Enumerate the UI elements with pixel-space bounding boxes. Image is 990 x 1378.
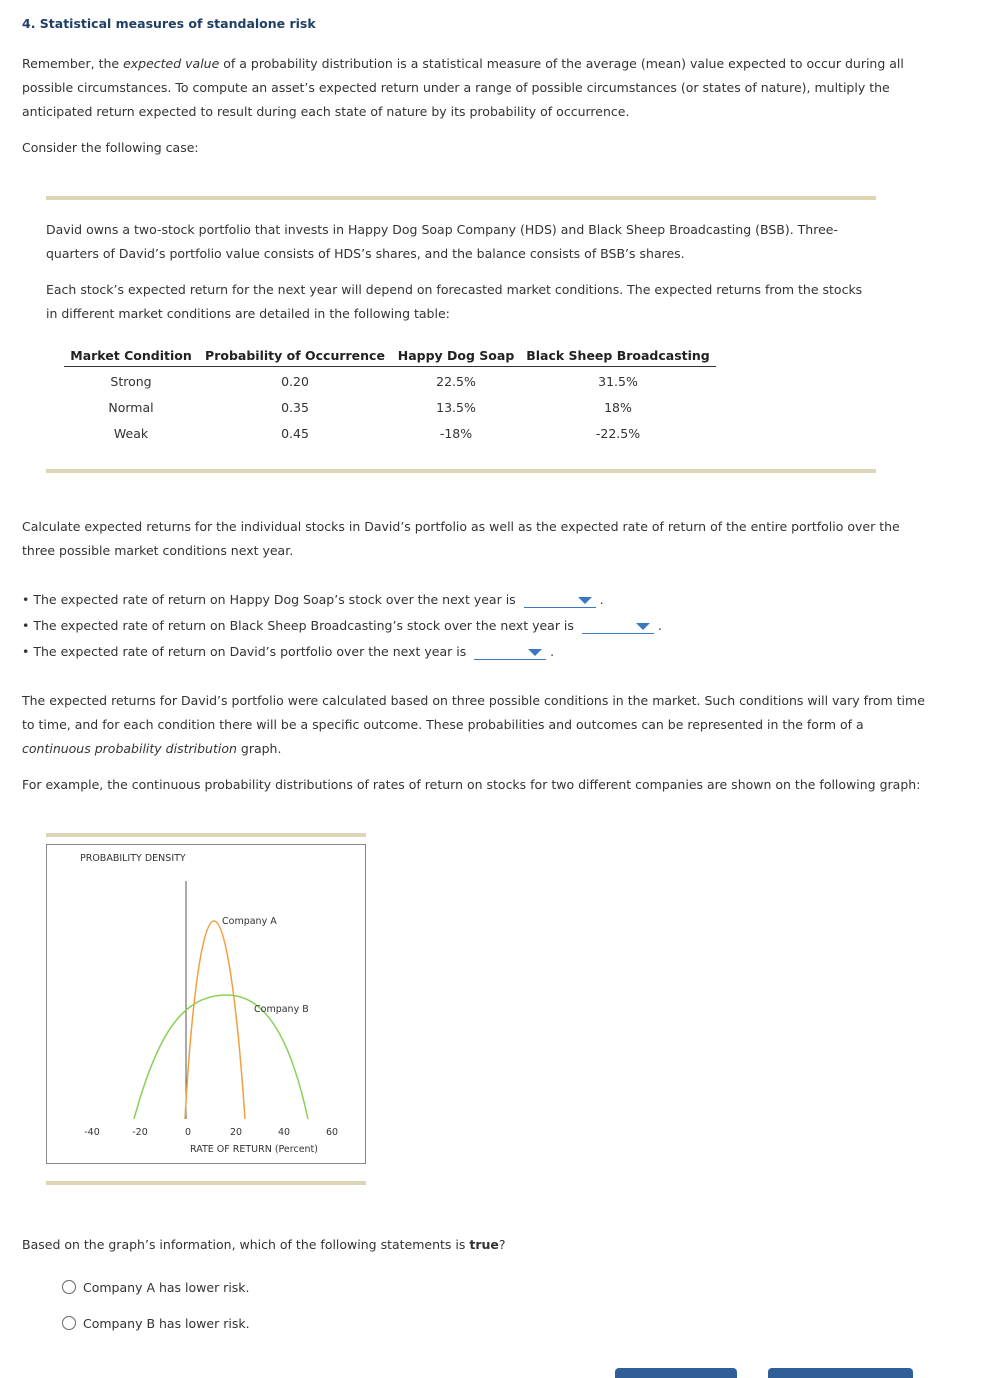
distribution-paragraph xyxy=(22,689,927,761)
row-probability: 0.45 xyxy=(281,426,309,441)
graph-top-rule xyxy=(46,833,366,837)
case-top-rule xyxy=(46,196,876,200)
question-suffix: ? xyxy=(498,1237,506,1252)
radio-button[interactable] xyxy=(62,1280,76,1294)
bullet-hds xyxy=(22,592,604,608)
row-bsb-return: 18% xyxy=(604,400,632,415)
company-b-label: Company B xyxy=(254,1004,309,1015)
calc-prompt: Calculate expected returns for the individual stocks in David’s portfolio as well as the expected rate of return of the entire portfolio over the three possible market conditions next year. xyxy=(22,519,900,558)
dropdown-arrow-icon xyxy=(636,623,650,630)
company-a-curve xyxy=(185,921,245,1119)
y-axis-label: PROBABILITY DENSITY xyxy=(80,853,186,864)
graph-intro: For example, the continuous probability distributions of rates of return on stocks for two different companies are shown on the following graph: xyxy=(22,777,921,792)
case-paragraph-1: David owns a two-stock portfolio that invests in Happy Dog Soap Company (HDS) and Black Sheep Broadcasting (BSB). Three-quarters of David’s portfolio value consists of HDS’s shares, and the balance consists of BSB’s shares. xyxy=(46,222,838,261)
bullet-bsb xyxy=(22,618,662,634)
x-tick-label: 20 xyxy=(229,1127,243,1138)
bullet-period: . xyxy=(550,644,555,659)
dropdown-arrow-icon xyxy=(578,597,592,604)
header-hds: Happy Dog Soap xyxy=(397,348,515,363)
header-market-condition: Market Condition xyxy=(70,348,192,363)
distribution-graph xyxy=(46,844,366,1164)
bullet-period: . xyxy=(657,618,662,633)
row-bsb-return: 31.5% xyxy=(598,374,638,389)
row-hds-return: 22.5% xyxy=(436,374,476,389)
hds-return-dropdown[interactable] xyxy=(524,593,596,608)
header-probability: Probability of Occurrence xyxy=(205,348,385,363)
bullet-mark: • xyxy=(22,618,30,633)
table-header-rule xyxy=(64,366,716,367)
question-prompt xyxy=(22,1233,942,1257)
x-tick-label: 60 xyxy=(325,1127,339,1138)
case-bottom-rule xyxy=(46,469,876,473)
company-a-label: Company A xyxy=(222,916,277,927)
bsb-return-dropdown[interactable] xyxy=(582,619,654,634)
intro-emphasis: expected value xyxy=(123,56,220,71)
x-tick-label: 0 xyxy=(184,1127,192,1138)
row-probability: 0.35 xyxy=(281,400,309,415)
row-probability: 0.20 xyxy=(281,374,309,389)
intro-text-2: of a probability distribution is a statistical measure of the average (mean) value expected to occur during all possible circumstances. To compute an asset’s expected return under a range of possible circumstances (or states of nature), multiply the anticipated return expected to result during each state of nature by its probability of occurrence. xyxy=(22,56,904,119)
x-axis-label: RATE OF RETURN (Percent) xyxy=(189,1144,319,1155)
option-label: Company A has lower risk. xyxy=(83,1280,250,1295)
question-emphasis: true xyxy=(469,1237,499,1252)
row-condition: Strong xyxy=(110,374,152,389)
page-title: 4. Statistical measures of standalone risk xyxy=(22,16,316,31)
option-label: Company B has lower risk. xyxy=(83,1316,250,1331)
next-button[interactable] xyxy=(768,1368,913,1378)
bullet-text: The expected rate of return on Black Sheep Broadcasting’s stock over the next year is xyxy=(33,618,574,633)
distribution-emphasis: continuous probability distribution xyxy=(22,741,237,756)
header-bsb: Black Sheep Broadcasting xyxy=(526,348,710,363)
bullet-text: The expected rate of return on Happy Dog Soap’s stock over the next year is xyxy=(33,592,516,607)
bullet-portfolio xyxy=(22,644,554,660)
grade-it-button[interactable] xyxy=(615,1368,737,1378)
row-bsb-return: -22.5% xyxy=(595,426,641,441)
radio-button[interactable] xyxy=(62,1316,76,1330)
row-condition: Weak xyxy=(113,426,149,441)
intro-text-1: Remember, the xyxy=(22,56,124,71)
bullet-text: The expected rate of return on David’s portfolio over the next year is xyxy=(33,644,467,659)
x-tick-label: -40 xyxy=(84,1127,100,1138)
bullet-mark: • xyxy=(22,644,30,659)
distribution-text-2: graph. xyxy=(236,741,282,756)
x-tick-label: -20 xyxy=(132,1127,148,1138)
dropdown-arrow-icon xyxy=(528,649,542,656)
x-tick-label: 40 xyxy=(277,1127,291,1138)
case-paragraph-2: Each stock’s expected return for the next year will depend on forecasted market conditions. The expected returns from the stocks in different market conditions are detailed in the following table: xyxy=(46,282,863,321)
distribution-text-1: The expected returns for David’s portfolio were calculated based on three possible conditions in the market. Such conditions will vary from time to time, and for each condition there will be a specific outcome. These probabilities and outcomes can be represented in the form of a xyxy=(22,693,925,732)
consider-text: Consider the following case: xyxy=(22,140,199,155)
graph-bottom-rule xyxy=(46,1181,366,1185)
row-condition: Normal xyxy=(108,400,154,415)
question-text: Based on the graph’s information, which of the following statements is xyxy=(22,1237,470,1252)
row-hds-return: 13.5% xyxy=(436,400,476,415)
bullet-mark: • xyxy=(22,592,30,607)
row-hds-return: -18% xyxy=(439,426,473,441)
distribution-graph-svg xyxy=(47,845,365,1163)
portfolio-return-dropdown[interactable] xyxy=(474,645,546,660)
bullet-period: . xyxy=(599,592,604,607)
intro-paragraph xyxy=(22,52,942,124)
